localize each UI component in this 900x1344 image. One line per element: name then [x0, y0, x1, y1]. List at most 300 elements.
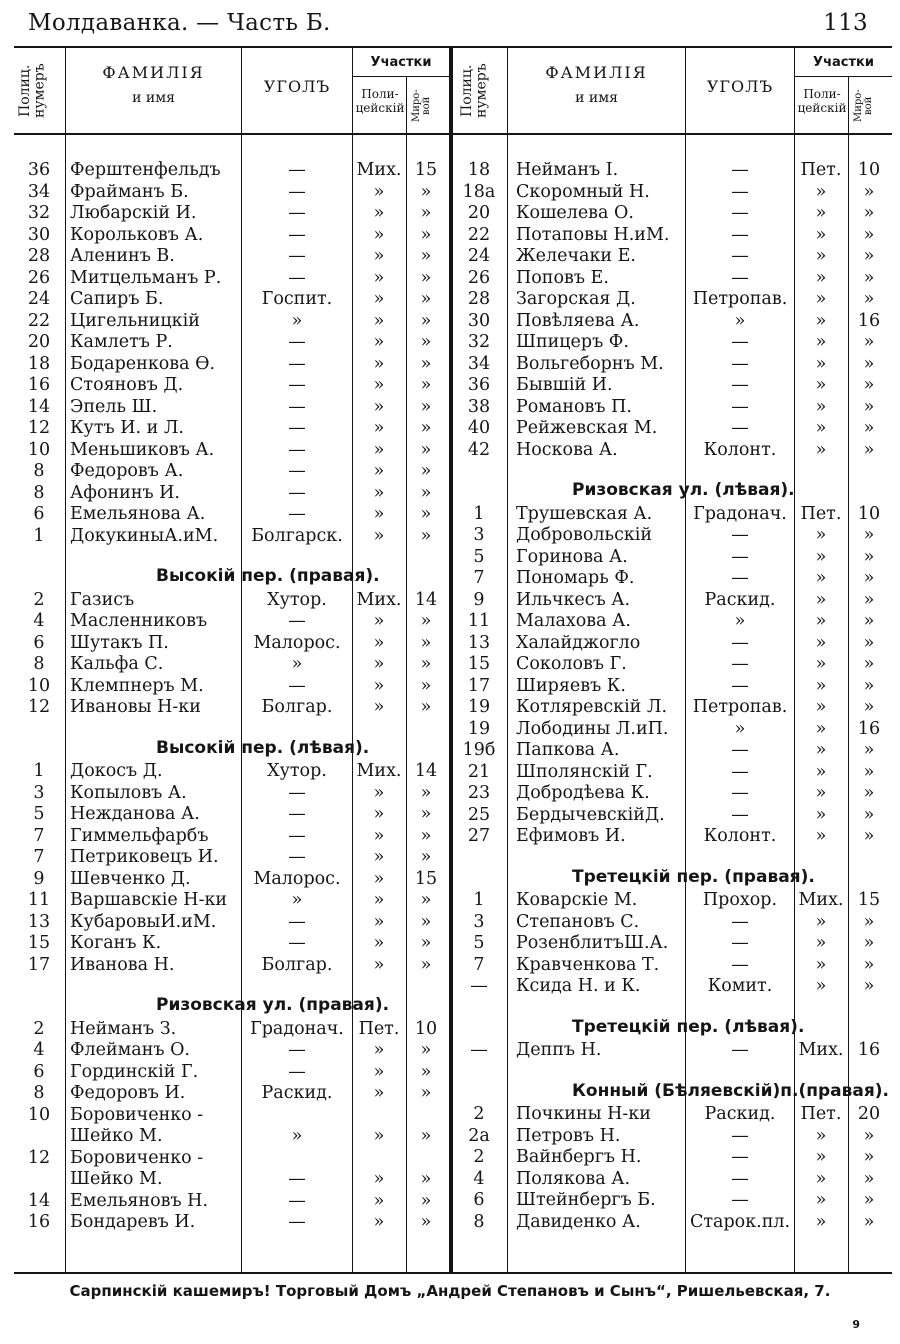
table-row — [454, 311, 892, 333]
peace-district: » — [420, 1061, 432, 1082]
house-number: 28 — [27, 246, 51, 266]
table-row — [14, 375, 450, 397]
police-district: » — [373, 525, 385, 546]
page-number: 113 — [823, 10, 868, 36]
table-row — [14, 1212, 450, 1234]
resident-name: Ильчкесъ А. — [516, 589, 631, 610]
house-number: 8 — [33, 654, 45, 674]
resident-name: Нежданова А. — [70, 804, 200, 824]
house-number: 2а — [468, 1125, 490, 1146]
table-row — [14, 268, 450, 290]
resident-name: Коганъ К. — [70, 933, 162, 953]
resident-name: Шевченко Д. — [70, 868, 191, 889]
resident-name: Вольгеборнъ М. — [516, 353, 664, 374]
table-row — [14, 354, 450, 376]
resident-name: Рейжевская М. — [516, 418, 658, 438]
corner-street: — — [288, 675, 306, 696]
table-row — [14, 225, 450, 247]
section-title: Ризовская ул. (лѣвая). — [572, 480, 795, 500]
police-district: Пет. — [800, 1104, 842, 1124]
house-number: 18а — [462, 181, 496, 202]
table-row — [454, 1147, 892, 1169]
peace-district: » — [420, 504, 432, 524]
table-row — [14, 397, 450, 419]
peace-district: » — [863, 332, 875, 352]
corner-street: — — [731, 267, 749, 288]
police-district: » — [815, 697, 827, 717]
table-row — [14, 1191, 450, 1213]
police-district: » — [373, 1190, 385, 1211]
right-family-header — [508, 64, 685, 106]
police-district: » — [373, 482, 385, 503]
resident-name: Бывшій И. — [516, 375, 613, 395]
header-bottom-rule — [14, 133, 892, 135]
corner-street: Комит. — [707, 976, 773, 996]
table-row — [454, 332, 892, 354]
table-row — [14, 182, 450, 204]
corner-street: — — [731, 761, 749, 782]
peace-district: » — [420, 1190, 432, 1211]
house-number: 9 — [33, 868, 45, 889]
peace-district: » — [863, 353, 875, 374]
peace-district: » — [420, 911, 432, 932]
house-number: 32 — [27, 203, 51, 223]
left-column-rows — [14, 160, 450, 1234]
police-district: » — [373, 825, 385, 846]
corner-street: — — [731, 1125, 749, 1146]
corner-street: — — [731, 804, 749, 825]
resident-name: Цигельницкій — [70, 310, 200, 331]
police-district: » — [373, 203, 385, 223]
corner-street: Петропав. — [692, 289, 788, 309]
corner-street: Прохор. — [702, 890, 778, 910]
corner-street: — — [731, 525, 749, 545]
corner-street: — — [731, 160, 749, 180]
peace-district: » — [420, 611, 432, 631]
house-number: 6 — [473, 1190, 485, 1210]
resident-name: Гиммельфарбъ — [70, 825, 209, 846]
peace-district: » — [863, 1211, 875, 1232]
police-district: » — [373, 375, 385, 395]
corner-street: — — [288, 847, 306, 867]
resident-name: Скоромный Н. — [516, 181, 650, 202]
peace-district: 15 — [414, 868, 438, 889]
resident-name: Афонинъ И. — [70, 482, 180, 503]
house-number: 1 — [473, 890, 485, 910]
corner-street: — — [288, 203, 306, 223]
corner-street: — — [731, 911, 749, 932]
police-district: » — [373, 697, 385, 717]
table-row — [14, 697, 450, 719]
section-heading — [454, 998, 892, 1041]
corner-street: Колонт. — [703, 439, 777, 460]
police-district: Мих. — [798, 890, 844, 910]
table-row — [454, 418, 892, 440]
resident-name: Емельяновъ Н. — [70, 1190, 209, 1211]
resident-name: Почкины Н-ки — [516, 1104, 651, 1124]
right-police-number-header: Полиц. нумеръ — [459, 63, 490, 119]
house-number: 36 — [27, 160, 51, 180]
table-row — [454, 504, 892, 526]
right-column-rows — [454, 160, 892, 1233]
table-row — [454, 1190, 892, 1212]
police-district: » — [373, 418, 385, 438]
police-district: » — [815, 546, 827, 567]
resident-name: Федоровъ А. — [70, 461, 184, 481]
resident-name: Докосъ Д. — [70, 761, 163, 781]
table-row — [454, 1104, 892, 1126]
corner-street: — — [288, 267, 306, 288]
house-number: 25 — [467, 804, 491, 825]
police-district: » — [815, 289, 827, 309]
peace-district: 14 — [414, 589, 438, 610]
police-district: » — [815, 246, 827, 266]
table-row — [454, 826, 892, 848]
police-district: Пет. — [358, 1018, 400, 1039]
peace-district: » — [420, 933, 432, 953]
peace-district: » — [863, 1125, 875, 1146]
resident-name: Кутъ И. и Л. — [70, 418, 184, 438]
corner-street: Болгар. — [261, 697, 333, 717]
footer-advert: Сарпинскій кашемиръ! Торговый Домъ „Андрей Степановъ и Сынъ“, Ришельевская, 7. — [69, 1282, 831, 1300]
house-number: 7 — [33, 825, 45, 846]
corner-street: — — [288, 224, 306, 245]
house-number: 4 — [33, 1040, 45, 1060]
police-district: » — [373, 1061, 385, 1082]
resident-name: Трушевская А. — [516, 503, 653, 524]
resident-name: Нейманъ I. — [516, 160, 619, 180]
peace-district: » — [420, 697, 432, 717]
signature-mark: 9 — [852, 1318, 860, 1331]
table-row — [454, 890, 892, 912]
corner-street: Госпит. — [261, 289, 333, 309]
table-row — [14, 289, 450, 311]
section-heading — [14, 976, 450, 1019]
corner-street: — — [288, 1061, 306, 1082]
peace-district: » — [420, 1169, 432, 1189]
corner-street: Болгар. — [261, 954, 333, 975]
table-row — [454, 611, 892, 633]
police-district: » — [373, 504, 385, 524]
resident-name: Шутакъ П. — [70, 632, 169, 653]
resident-name: Аленинъ В. — [70, 246, 175, 266]
peace-district: » — [420, 246, 432, 266]
police-district: » — [373, 847, 385, 867]
house-number: 3 — [33, 782, 45, 803]
house-number: 12 — [27, 697, 51, 717]
house-number: 22 — [467, 224, 491, 245]
police-district: » — [373, 439, 385, 460]
house-number: 34 — [27, 181, 51, 202]
house-number: 14 — [27, 1190, 51, 1211]
house-number: 2 — [473, 1104, 485, 1124]
table-row — [14, 912, 450, 934]
house-number: 42 — [467, 439, 491, 460]
corner-street: — — [288, 461, 306, 481]
corner-street: Малорос. — [253, 868, 341, 889]
peace-district: » — [420, 847, 432, 867]
corner-street: — — [288, 332, 306, 352]
peace-district: » — [863, 289, 875, 309]
police-district: Мих. — [798, 1040, 844, 1060]
peace-district: » — [420, 525, 432, 546]
house-number: 21 — [467, 761, 491, 782]
corner-street: — — [731, 675, 749, 696]
peace-district: » — [420, 632, 432, 653]
peace-district: 16 — [857, 310, 881, 331]
right-family-label: ФАМИЛІЯ — [545, 63, 648, 82]
corner-street: — — [288, 418, 306, 438]
corner-street: Градонач. — [693, 503, 787, 524]
peace-district: » — [863, 525, 875, 545]
corner-street: — — [288, 160, 306, 180]
police-district: » — [373, 332, 385, 352]
house-number: 5 — [473, 546, 485, 567]
corner-street: Раскид. — [704, 1104, 776, 1124]
table-row — [454, 182, 892, 204]
peace-district: 14 — [414, 761, 438, 781]
peace-district: » — [420, 224, 432, 245]
corner-street: » — [734, 310, 746, 331]
corner-street: — — [731, 740, 749, 760]
table-row — [14, 311, 450, 333]
table-row — [14, 1019, 450, 1041]
peace-district: » — [863, 954, 875, 975]
table-row — [454, 912, 892, 934]
corner-street: — — [288, 933, 306, 953]
police-district: » — [815, 267, 827, 288]
table-row — [14, 826, 450, 848]
house-number: 18 — [467, 160, 491, 180]
house-number: 10 — [27, 439, 51, 460]
table-row — [14, 761, 450, 783]
house-number: 24 — [467, 246, 491, 266]
corner-street: — — [731, 181, 749, 202]
resident-name: Федоровъ И. — [70, 1083, 186, 1103]
house-number: 20 — [27, 332, 51, 352]
resident-name: Полякова А. — [516, 1168, 631, 1189]
police-district: » — [373, 181, 385, 202]
table-row — [14, 1083, 450, 1105]
house-number: 3 — [473, 525, 485, 545]
police-district: » — [373, 911, 385, 932]
corner-street: Градонач. — [250, 1018, 344, 1039]
table-row — [454, 246, 892, 268]
resident-name: Фрайманъ Б. — [70, 181, 189, 202]
peace-district: » — [420, 310, 432, 331]
police-district: » — [815, 396, 827, 417]
resident-name: Эпель Ш. — [70, 396, 158, 417]
peace-district: » — [420, 289, 432, 309]
resident-name: Любарскій И. — [70, 203, 197, 223]
section-title: Конный (Бѣляевскій)п.(правая). — [572, 1080, 890, 1101]
house-number: 11 — [27, 890, 51, 910]
table-row — [454, 375, 892, 397]
peace-district: » — [863, 546, 875, 567]
house-number: — — [470, 976, 488, 996]
corner-street: Болгарск. — [251, 525, 343, 546]
right-peace-header: Миро- вой — [853, 89, 874, 123]
resident-name: Желечаки Е. — [516, 246, 636, 266]
corner-street: Малорос. — [253, 632, 341, 653]
table-row — [14, 461, 450, 483]
house-number: 26 — [27, 267, 51, 288]
table-row — [14, 203, 450, 225]
table-row — [454, 976, 892, 998]
resident-name: Вайнбергъ Н. — [516, 1147, 642, 1167]
table-row — [454, 547, 892, 569]
right-name-label: и имя — [575, 90, 618, 107]
peace-district: » — [420, 353, 432, 374]
resident-name: ДокукиныА.иМ. — [70, 525, 219, 546]
resident-name: Пономарь Ф. — [516, 568, 635, 588]
resident-name: Петриковецъ И. — [70, 847, 219, 867]
corner-street: Петропав. — [692, 697, 788, 717]
resident-name: Шейко М. — [70, 1126, 163, 1146]
left-police-number-header: Полиц. нумеръ — [17, 63, 48, 119]
table-row — [454, 654, 892, 676]
resident-name: Иванова Н. — [70, 954, 175, 975]
resident-name: КубаровыИ.иМ. — [70, 911, 217, 932]
house-number: 28 — [467, 289, 491, 309]
resident-name: Сапиръ Б. — [70, 289, 164, 309]
right-police-header: Поли- цейскій — [797, 87, 847, 115]
police-district: » — [373, 1169, 385, 1189]
house-number: 32 — [467, 332, 491, 352]
resident-name: Лободины Л.иП. — [516, 718, 669, 739]
police-district: » — [373, 654, 385, 674]
corner-street: — — [731, 654, 749, 674]
police-district: » — [815, 332, 827, 352]
page-header — [28, 6, 868, 42]
resident-name: Добровольскій — [516, 525, 653, 545]
table-row — [454, 160, 892, 182]
peace-district: 15 — [414, 160, 438, 180]
peace-district: » — [420, 1126, 432, 1146]
peace-district: » — [420, 482, 432, 503]
table-row — [454, 568, 892, 590]
peace-district: » — [420, 418, 432, 438]
peace-district: » — [863, 396, 875, 417]
section-title: Третецкій пер. (лѣвая). — [572, 1016, 805, 1037]
peace-district: » — [420, 804, 432, 824]
peace-district: » — [420, 1212, 432, 1232]
table-row — [454, 440, 892, 462]
house-number: 30 — [27, 224, 51, 245]
resident-name: Масленниковъ — [70, 611, 208, 631]
resident-name: БердычевскійД. — [516, 804, 665, 825]
peace-district: » — [863, 675, 875, 696]
peace-district: » — [863, 439, 875, 460]
police-district: Мих. — [356, 589, 402, 610]
resident-name: Нейманъ З. — [70, 1018, 177, 1039]
police-district: » — [815, 804, 827, 825]
resident-name: Боровиченко - — [70, 1147, 204, 1168]
house-number: 7 — [473, 954, 485, 975]
corner-street: — — [731, 1040, 749, 1060]
table-row — [14, 483, 450, 505]
house-number: 19 — [467, 697, 491, 717]
police-district: » — [815, 740, 827, 760]
police-district: » — [373, 461, 385, 481]
resident-name: Газисъ — [70, 589, 135, 610]
resident-name: Папкова А. — [516, 740, 620, 760]
house-number: 1 — [33, 761, 45, 781]
house-number: 1 — [33, 525, 45, 546]
resident-name: Малахова А. — [516, 611, 631, 631]
peace-district: » — [420, 181, 432, 202]
corner-street: — — [288, 782, 306, 803]
police-district: » — [373, 675, 385, 696]
table-row — [14, 955, 450, 977]
table-row — [14, 611, 450, 633]
peace-district: » — [863, 246, 875, 266]
peace-district: » — [420, 203, 432, 223]
peace-district: » — [420, 825, 432, 846]
peace-district: » — [863, 1168, 875, 1189]
corner-street: — — [731, 332, 749, 352]
left-family-label: ФАМИЛІЯ — [102, 63, 205, 82]
resident-name: Боровиченко - — [70, 1104, 204, 1125]
peace-district: » — [863, 654, 875, 674]
house-number: 19 — [467, 718, 491, 739]
police-district: » — [815, 589, 827, 610]
corner-street: — — [731, 246, 749, 266]
police-district: » — [815, 439, 827, 460]
house-number: 24 — [27, 289, 51, 309]
corner-street: — — [288, 804, 306, 824]
peace-district: » — [863, 632, 875, 653]
table-row — [14, 1105, 450, 1127]
section-heading — [14, 719, 450, 762]
corner-street: Старок.пл. — [689, 1211, 791, 1232]
table-row — [14, 1126, 450, 1148]
corner-street: — — [288, 439, 306, 460]
left-corner-header: УГОЛЪ — [263, 77, 331, 96]
table-top-rule — [14, 46, 892, 48]
page-title: Молдаванка. — Часть Б. — [28, 10, 331, 36]
section-title: Высокій пер. (лѣвая). — [156, 737, 370, 758]
peace-district: » — [863, 568, 875, 588]
peace-district: » — [420, 439, 432, 460]
corner-street: — — [288, 911, 306, 932]
resident-name: Горинова А. — [516, 546, 628, 567]
section-heading — [14, 547, 450, 590]
police-district: » — [373, 246, 385, 266]
house-number: 15 — [27, 933, 51, 953]
house-number: 4 — [33, 611, 45, 631]
resident-name: Носкова А. — [516, 439, 618, 460]
table-row — [14, 1148, 450, 1170]
peace-district: 16 — [857, 718, 881, 739]
house-number: 18 — [27, 353, 51, 374]
resident-name: Флейманъ О. — [70, 1040, 190, 1060]
table-row — [454, 1212, 892, 1234]
police-district: » — [815, 911, 827, 932]
table-row — [14, 633, 450, 655]
house-number: 16 — [27, 375, 51, 395]
corner-street: — — [731, 546, 749, 567]
corner-street: » — [291, 654, 303, 674]
resident-name: Петровъ Н. — [516, 1125, 621, 1146]
table-row — [454, 719, 892, 741]
resident-name: Соколовъ Г. — [516, 654, 627, 674]
table-row — [14, 160, 450, 182]
table-row — [14, 418, 450, 440]
peace-district: 15 — [857, 890, 881, 910]
house-number: 10 — [27, 675, 51, 696]
table-row — [454, 933, 892, 955]
